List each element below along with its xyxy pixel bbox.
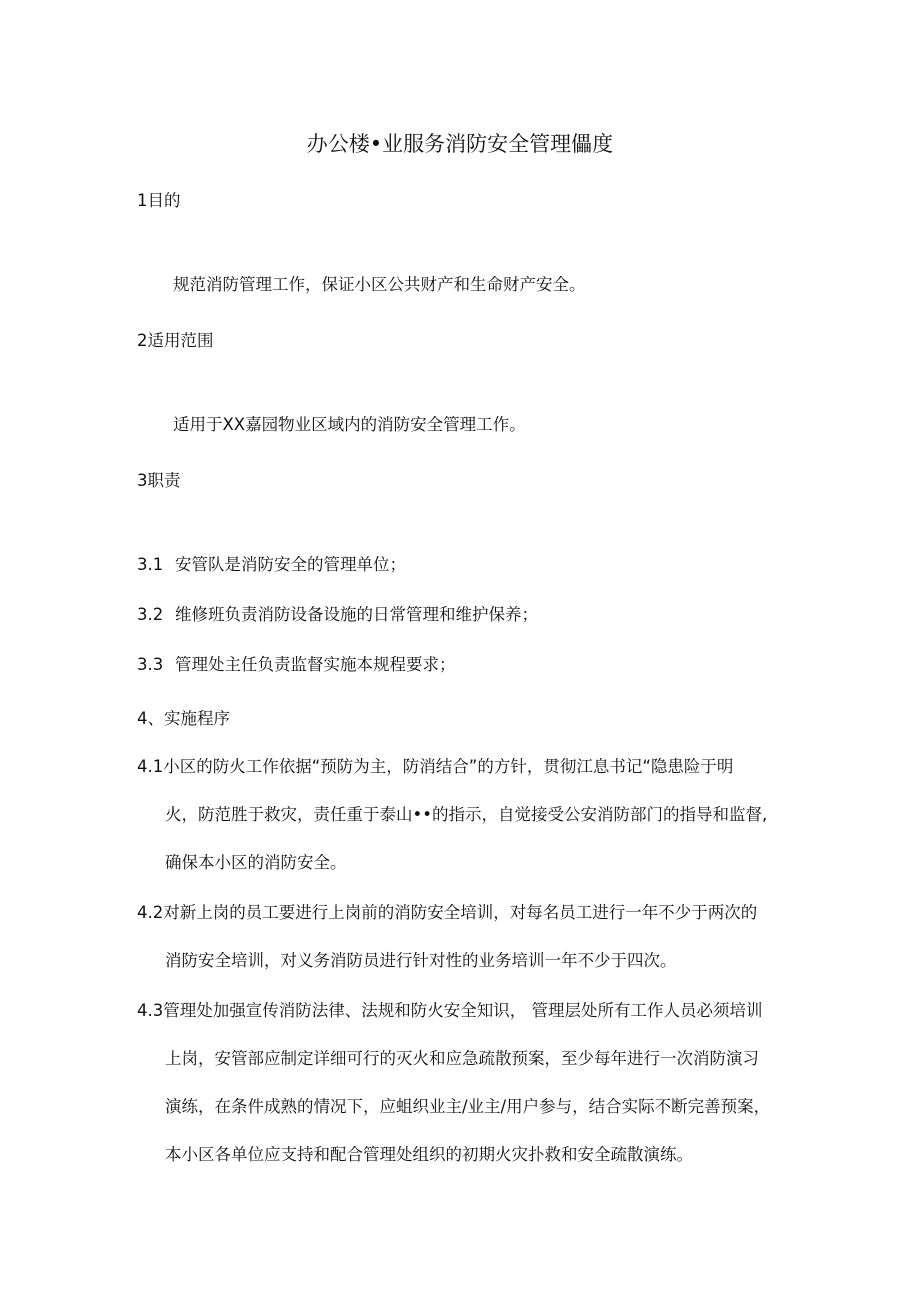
section-3-2-number: 3.2: [137, 605, 164, 624]
section-3-3-text: 管理处主任负责监督实施本规程要求；: [175, 655, 456, 674]
section-1-body: 规范消防管理工作，保证小区公共财产和生命财产安全。: [173, 275, 586, 294]
section-3-1-number: 3.1: [137, 555, 164, 574]
section-4-3-line-1: 4.3管理处加强宣传消防法律、法规和防火安全知识， 管理层处所有工作人员必须培训: [137, 1001, 763, 1020]
section-4-3-line-2: 上岗，安管部应制定详细可行的灭火和应急疏散预案，至少每年进行一次消防演习: [165, 1049, 759, 1068]
section-3-1-text: 安管队是消防安全的管理单位；: [175, 555, 406, 574]
document-title: 办公楼•业服务消防安全管理儡度: [306, 132, 614, 156]
section-3-2-text: 维修班负责消防设备设施的日常管理和维护保养；: [175, 605, 538, 624]
section-4-heading: 4、实施程序: [137, 709, 230, 728]
section-3-3: [137, 653, 456, 677]
section-2-heading: 2适用范围: [137, 331, 214, 350]
section-4-2-line-1: 4.2对新上岗的员工要进行上岗前的消防安全培训，对每名员工进行一年不少于两次的: [137, 903, 758, 922]
section-4-1-line-3: 确保本小区的消防安全。: [165, 853, 347, 872]
section-3-2: [137, 603, 538, 627]
section-4-3-line-3: 演练，在条件成熟的情况下，应蛆织业主/业主/用户参与，结合实际不断完善预案，: [165, 1097, 771, 1116]
section-4-2-line-2: 消防安全培训，对义务消防员进行针对性的业务培训一年不少于四次。: [165, 951, 677, 970]
section-4-1-line-1: 4.1小区的防火工作依据“预防为主，防消结合”的方针，贯彻江息书记“隐患险于明: [137, 757, 734, 776]
section-3-1: [137, 553, 406, 577]
section-4-3-line-4: 本小区各单位应支持和配合管理处组织的初期火灾扑救和安全疏散演练。: [165, 1145, 693, 1164]
section-1-heading: 1目的: [137, 191, 181, 210]
section-3-3-number: 3.3: [137, 655, 164, 674]
section-4-1-line-2: 火，防范胜于救灾，责任重于泰山••的指示，自觉接受公安消防部门的指导和监督,: [165, 805, 768, 824]
section-3-heading: 3职责: [137, 471, 181, 490]
section-2-body: 适用于XX嘉园物业区域内的消防安全管理工作。: [173, 415, 526, 434]
